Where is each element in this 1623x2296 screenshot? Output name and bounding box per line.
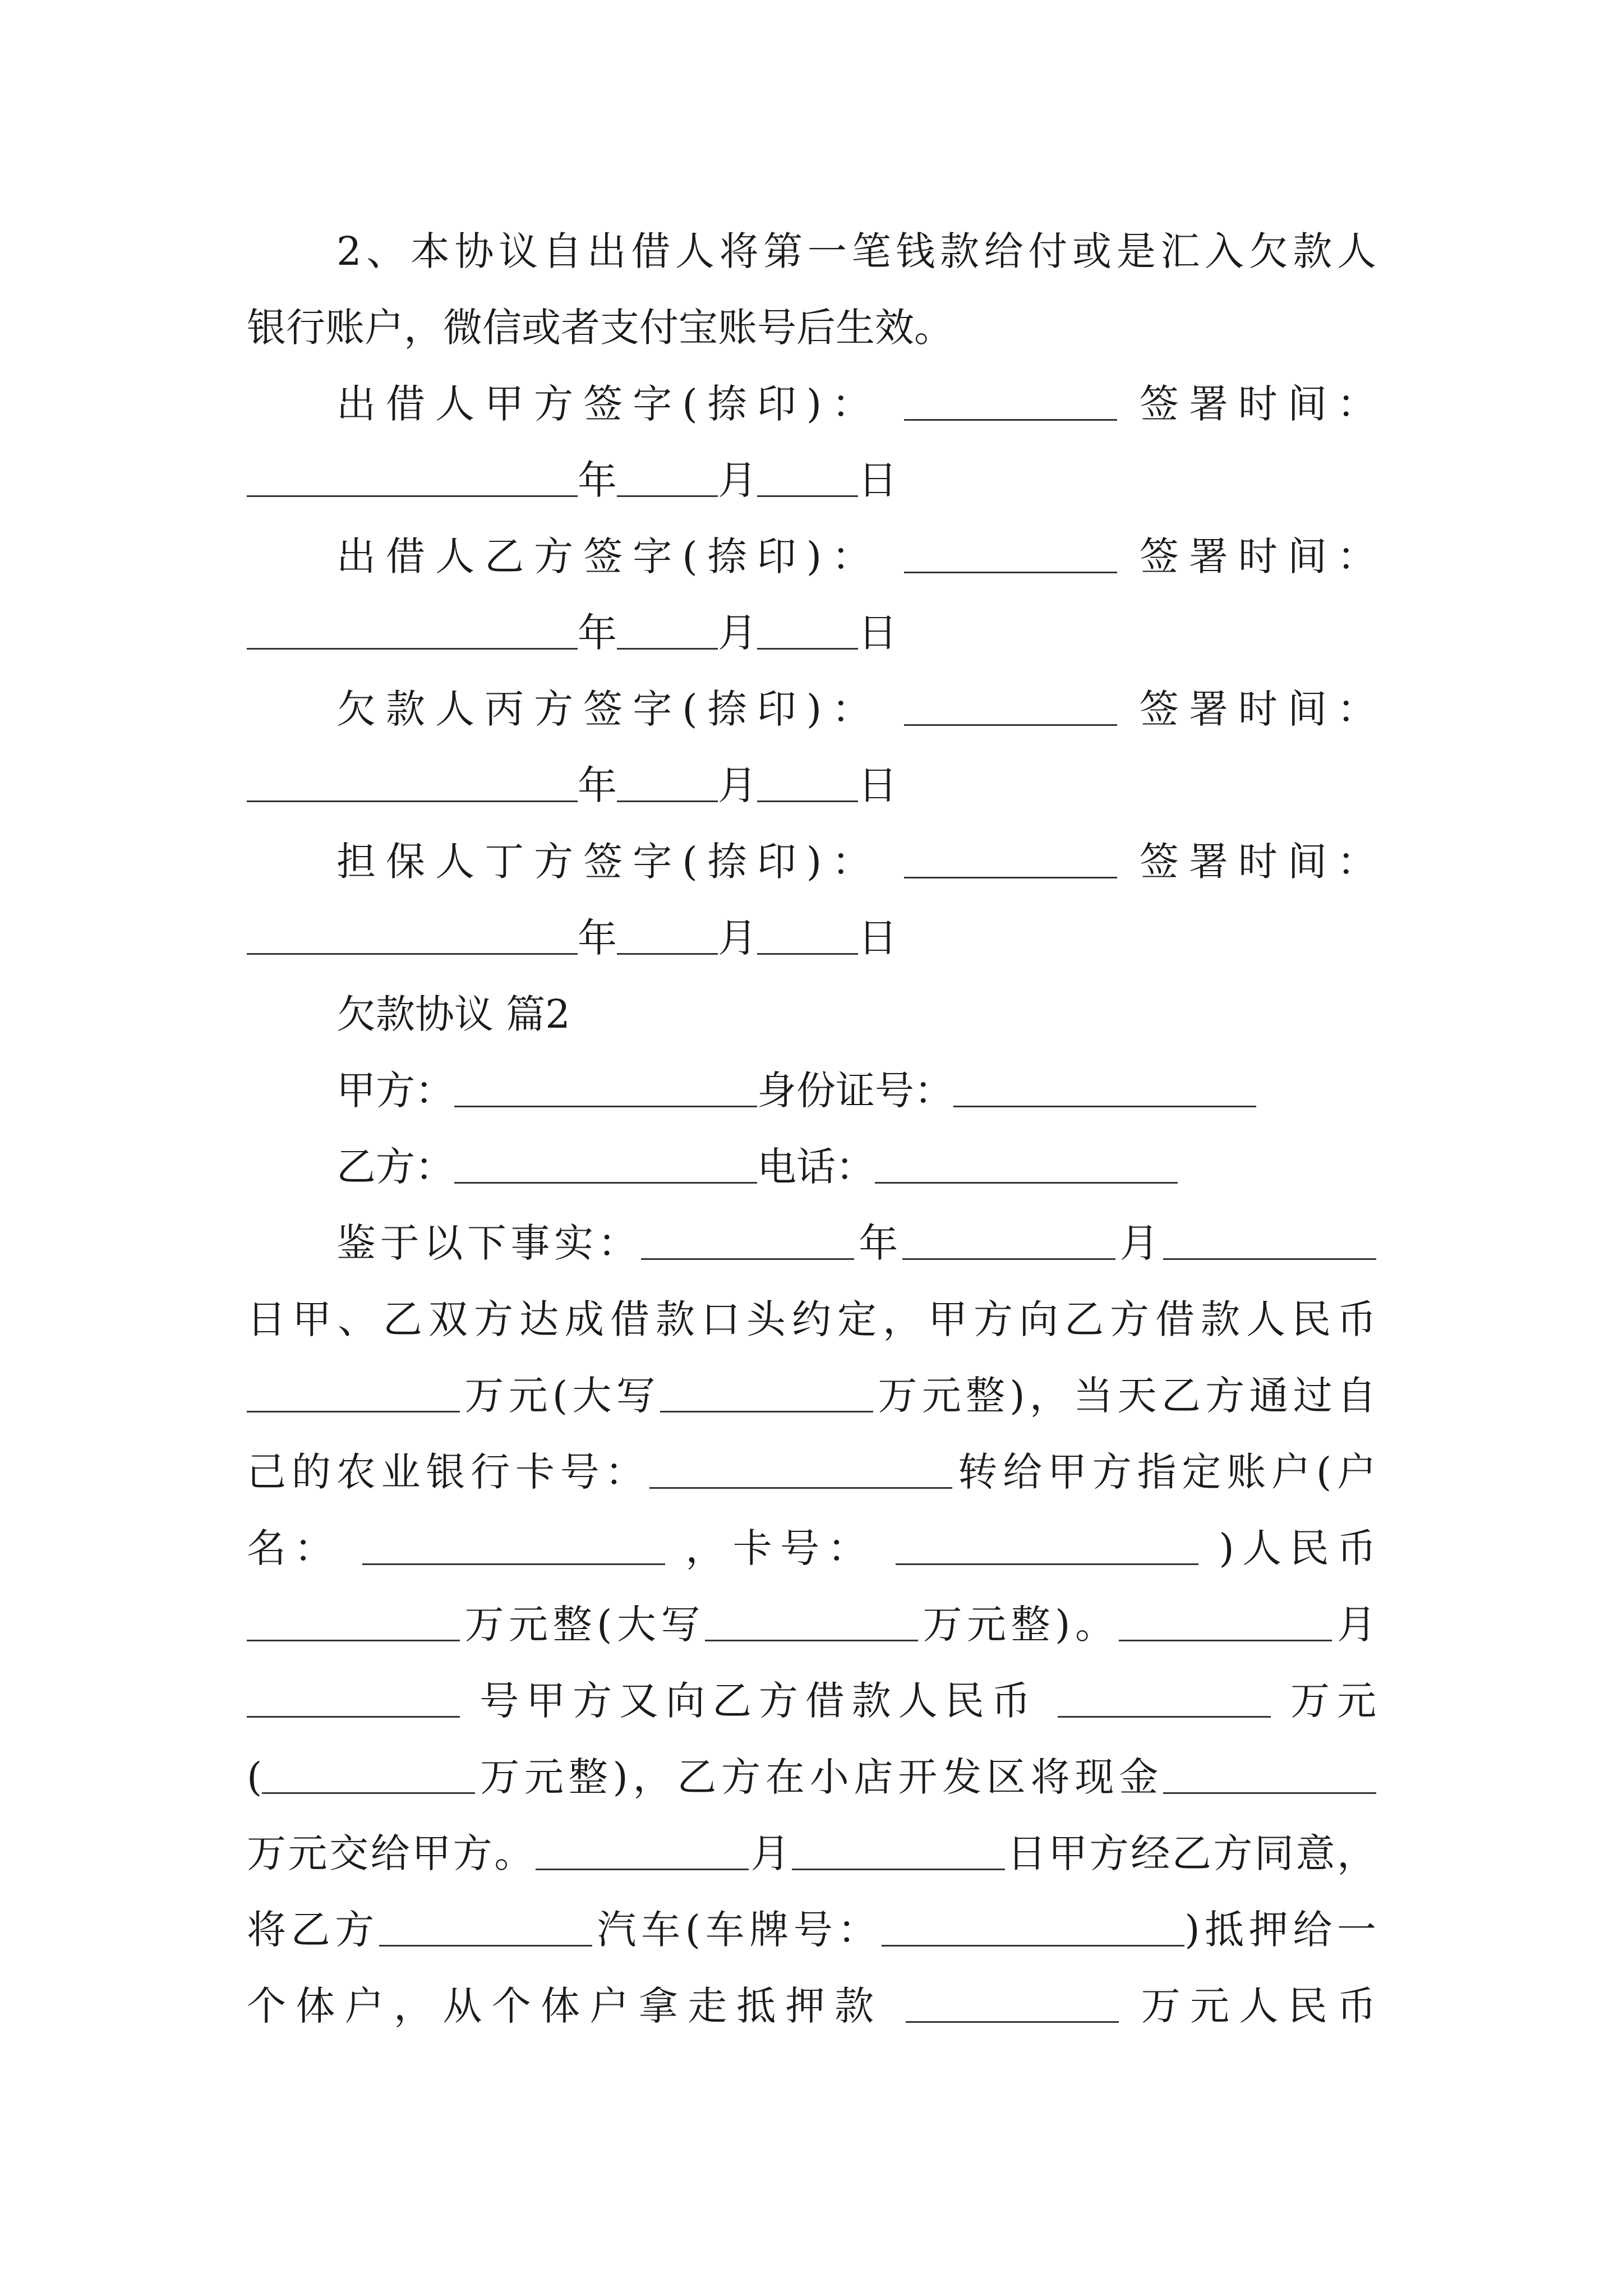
month-label: 月: [718, 457, 757, 503]
signature-blank: [904, 385, 1117, 421]
month-blank: [617, 614, 718, 650]
phone-blank: [875, 1148, 1178, 1184]
facts-text: 万元: [1290, 1678, 1376, 1724]
year-blank: [247, 462, 578, 497]
facts-text: 名：: [247, 1525, 342, 1571]
blank: [247, 1377, 460, 1412]
day-blank: [757, 767, 858, 802]
party-b-line: [247, 1129, 1376, 1205]
facts-text: 个体户，从个体户拿走抵押款: [247, 1983, 884, 2029]
facts-line-1: [247, 1205, 1376, 1281]
month-blank: [617, 919, 718, 955]
blank: [262, 1759, 475, 1794]
facts-text: 号甲方又向乙方借款人民币: [479, 1678, 1038, 1724]
facts-text: 万元交给甲方。: [247, 1830, 536, 1876]
blank: [1119, 1606, 1332, 1641]
day-blank: [757, 919, 858, 955]
facts-text: 月: [1332, 1602, 1376, 1648]
facts-text: 鉴于以下事实：: [336, 1220, 642, 1266]
facts-text: 汽车(车牌号：: [592, 1907, 882, 1953]
blank: [1058, 1682, 1271, 1718]
year-label: 年: [578, 457, 617, 503]
facts-text: )人民币: [1219, 1525, 1376, 1571]
day-label: 日: [858, 915, 897, 961]
party-b-blank: [454, 1148, 757, 1184]
sign-time-label: 签署时间：: [1139, 839, 1376, 885]
section-title-text: 欠款协议 篇2: [336, 991, 570, 1037]
facts-text: ，卡号：: [685, 1525, 875, 1571]
blank: [906, 1987, 1119, 2023]
facts-text: 将乙方: [247, 1907, 379, 1953]
blank: [792, 1835, 1005, 1870]
facts-text: 万元整)。: [918, 1602, 1119, 1648]
facts-line-5: [247, 1510, 1376, 1586]
date-line-guarantor: [247, 900, 1376, 976]
facts-line-9: [247, 1815, 1376, 1892]
year-label: 年: [578, 762, 617, 808]
day-label: 日: [858, 762, 897, 808]
blank: [1163, 1759, 1376, 1794]
facts-line-7: [247, 1663, 1376, 1739]
facts-text: 转给甲方指定账户(户: [952, 1449, 1376, 1495]
blank: [379, 1911, 592, 1947]
clause-2-line-1: [247, 213, 1376, 289]
clause-text: 银行账户，微信或者支付宝账号后生效。: [247, 305, 953, 351]
blank: [896, 1530, 1198, 1565]
facts-text: 万元人民币: [1141, 1983, 1376, 2029]
blank: [641, 1225, 854, 1260]
month-label: 月: [718, 915, 757, 961]
blank: [247, 1606, 460, 1641]
signature-label: 欠款人丙方签字(捺印)：: [336, 686, 882, 732]
facts-text: 年: [854, 1220, 902, 1266]
facts-text: 月: [748, 1830, 792, 1876]
year-blank: [247, 919, 578, 955]
date-line-debtor: [247, 747, 1376, 823]
day-blank: [757, 462, 858, 497]
id-number-blank: [953, 1072, 1256, 1107]
facts-text: (: [247, 1754, 262, 1800]
facts-text: 万元整(大写: [460, 1602, 705, 1648]
signature-label: 出借人乙方签字(捺印)：: [336, 533, 882, 579]
party-b-label: 乙方：: [336, 1144, 454, 1190]
sign-time-label: 签署时间：: [1139, 686, 1376, 732]
blank: [882, 1911, 1184, 1947]
blank: [247, 1682, 460, 1718]
facts-line-6: [247, 1586, 1376, 1663]
day-label: 日: [858, 457, 897, 503]
signature-blank: [904, 691, 1117, 726]
year-blank: [247, 614, 578, 650]
month-label: 月: [718, 610, 757, 656]
facts-text: 万元(大写: [460, 1373, 661, 1419]
facts-line-10: [247, 1892, 1376, 1968]
sign-time-label: 签署时间：: [1139, 381, 1376, 427]
blank: [649, 1453, 952, 1489]
facts-text: 己的农业银行卡号：: [247, 1449, 650, 1495]
year-label: 年: [578, 915, 617, 961]
year-label: 年: [578, 610, 617, 656]
facts-line-11: [247, 1968, 1376, 2044]
year-blank: [247, 767, 578, 802]
signature-label: 出借人甲方签字(捺印)：: [336, 381, 882, 427]
month-label: 月: [718, 762, 757, 808]
party-a-label: 甲方：: [336, 1068, 454, 1114]
signature-line-debtor: [247, 671, 1376, 747]
clause-text: 2、本协议自出借人将第一笔钱款给付或是汇入欠款人: [336, 228, 1376, 274]
clause-2-line-2: [247, 289, 1376, 366]
day-blank: [757, 614, 858, 650]
blank: [362, 1530, 665, 1565]
facts-text: 万元整)，乙方在小店开发区将现金: [475, 1754, 1163, 1800]
id-number-label: 身份证号：: [757, 1068, 953, 1114]
sign-time-label: 签署时间：: [1139, 533, 1376, 579]
blank: [1163, 1225, 1376, 1260]
party-a-line: [247, 1052, 1376, 1129]
signature-label: 担保人丁方签字(捺印)：: [336, 839, 882, 885]
signature-line-lender-a: [247, 366, 1376, 442]
blank: [705, 1606, 918, 1641]
date-line-lender-b: [247, 595, 1376, 671]
month-blank: [617, 767, 718, 802]
day-label: 日: [858, 610, 897, 656]
facts-text: 万元整)，当天乙方通过自: [873, 1373, 1376, 1419]
phone-label: 电话：: [757, 1144, 875, 1190]
facts-text: )抵押给一: [1184, 1907, 1376, 1953]
facts-text: 日甲方经乙方同意，: [1005, 1830, 1376, 1876]
signature-blank: [904, 843, 1117, 878]
month-blank: [617, 462, 718, 497]
facts-line-3: [247, 1358, 1376, 1434]
signature-blank: [904, 538, 1117, 573]
facts-text: 日甲、乙双方达成借款口头约定，甲方向乙方借款人民币: [247, 1296, 1376, 1342]
party-a-blank: [454, 1072, 757, 1107]
facts-line-4: [247, 1434, 1376, 1510]
blank: [902, 1225, 1115, 1260]
date-line-lender-a: [247, 442, 1376, 518]
blank: [660, 1377, 873, 1412]
signature-line-lender-b: [247, 518, 1376, 595]
blank: [536, 1835, 749, 1870]
section-title: [247, 976, 1376, 1052]
facts-line-2: [247, 1281, 1376, 1358]
signature-line-guarantor: [247, 823, 1376, 900]
facts-text: 月: [1115, 1220, 1164, 1266]
facts-line-8: [247, 1739, 1376, 1815]
